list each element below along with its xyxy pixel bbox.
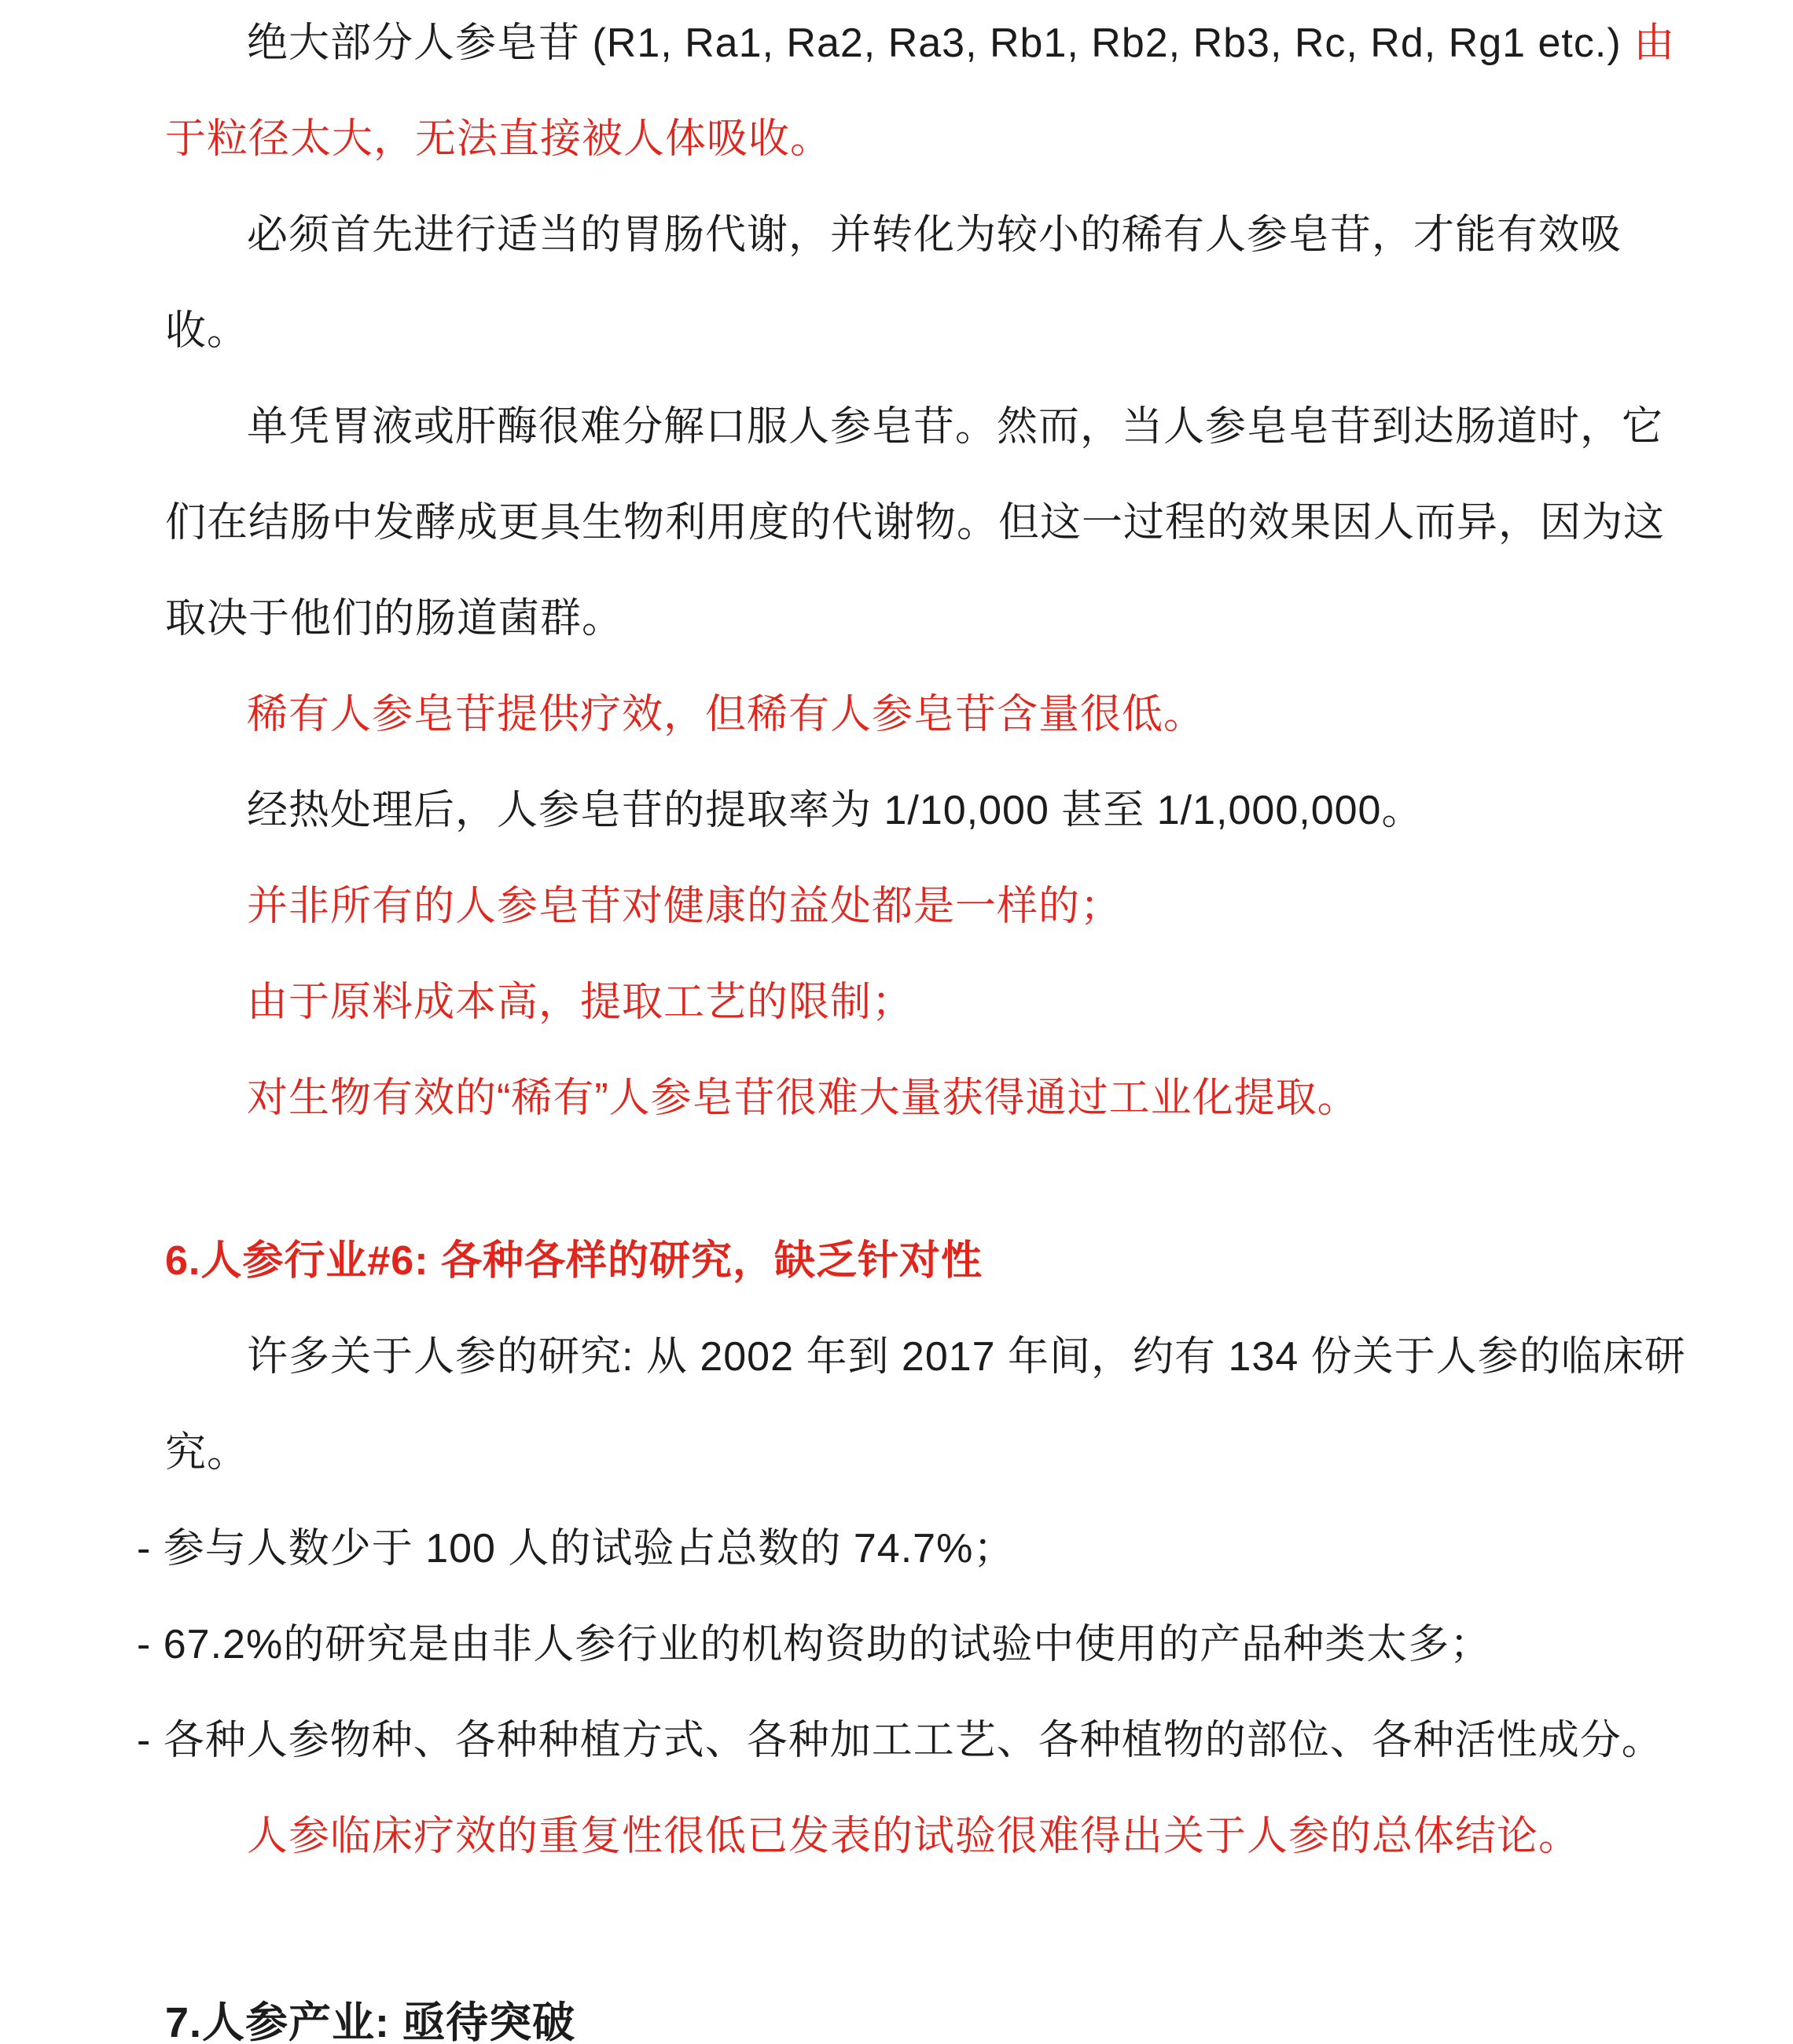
paragraph-cost-limit <box>165 954 1690 1050</box>
text-segment: 由于粒径太大，无法直接被人体吸收。 <box>165 20 1676 162</box>
text-segment: 6.人参行业#6: 各种各样的研究，缺乏针对性 <box>165 1238 983 1284</box>
paragraph-rare-saponin-low-content <box>165 667 1690 763</box>
text-segment: 对生物有效的“稀有”人参皂苷很难大量获得通过工业化提取。 <box>247 1075 1359 1121</box>
text-segment: 绝大部分人参皂苷 (R1, Ra1, Ra2, Ra3, Rb1, Rb2, Rb3, Rc, Rd, Rg1 etc.) <box>247 20 1634 66</box>
paragraph-bullet-participants <box>137 1501 1690 1597</box>
text-segment: 人参临床疗效的重复性很低已发表的试验很难得出关于人参的总体结论。 <box>247 1814 1581 1859</box>
paragraph-bullet-variety <box>137 1693 1690 1788</box>
paragraph-section-7-heading <box>165 1975 1690 2044</box>
bullet-dash: - <box>137 1622 164 1667</box>
text-segment: 单凭胃液或肝酶很难分解口服人参皂苷。然而，当人参皂皂苷到达肠道时，它们在结肠中发酵成更具生物利用度的代谢物。但这一过程的效果因人而异，因为这取决于他们的肠道菌群。 <box>165 404 1666 642</box>
text-segment: 经热处理后，人参皂苷的提取率为 1/10,000 甚至 1/1,000,000。 <box>247 788 1424 833</box>
document-content <box>137 0 1690 2044</box>
paragraph-metabolism-required <box>165 187 1690 379</box>
paragraph-low-repeatability <box>165 1788 1690 1884</box>
text-segment: 必须首先进行适当的胃肠代谢，并转化为较小的稀有人参皂苷，才能有效吸收。 <box>165 212 1622 354</box>
paragraph-gut-flora <box>165 379 1690 667</box>
text-segment: 各种人参物种、各种种植方式、各种加工工艺、各种植物的部位、各种活性成分。 <box>163 1718 1663 1763</box>
text-segment: 7.人参产业: 亟待突破 <box>165 1999 576 2044</box>
text-segment: 67.2%的研究是由非人参行业的机构资助的试验中使用的产品种类太多； <box>163 1622 1492 1667</box>
bullet-dash: - <box>137 1526 164 1572</box>
paragraph-bullet-funding <box>137 1597 1690 1693</box>
text-segment: 稀有人参皂苷提供疗效，但稀有人参皂苷含量很低。 <box>247 692 1206 737</box>
paragraph-extraction-rate <box>165 763 1690 858</box>
paragraph-hard-to-extract <box>165 1050 1690 1146</box>
paragraph-section-6-heading <box>165 1213 1690 1309</box>
text-segment: 并非所有的人参皂苷对健康的益处都是一样的； <box>247 884 1122 929</box>
text-segment: 许多关于人参的研究: 从 2002 年到 2017 年间，约有 134 份关于人参的临床研究。 <box>165 1334 1686 1476</box>
paragraph-not-all-equal <box>165 858 1690 954</box>
paragraph-saponin-absorption <box>165 0 1690 187</box>
paragraph-many-studies <box>165 1309 1690 1501</box>
bullet-dash: - <box>137 1718 164 1763</box>
text-segment: 由于原料成本高，提取工艺的限制； <box>247 980 914 1025</box>
text-segment: 参与人数少于 100 人的试验占总数的 74.7%； <box>163 1526 1016 1572</box>
